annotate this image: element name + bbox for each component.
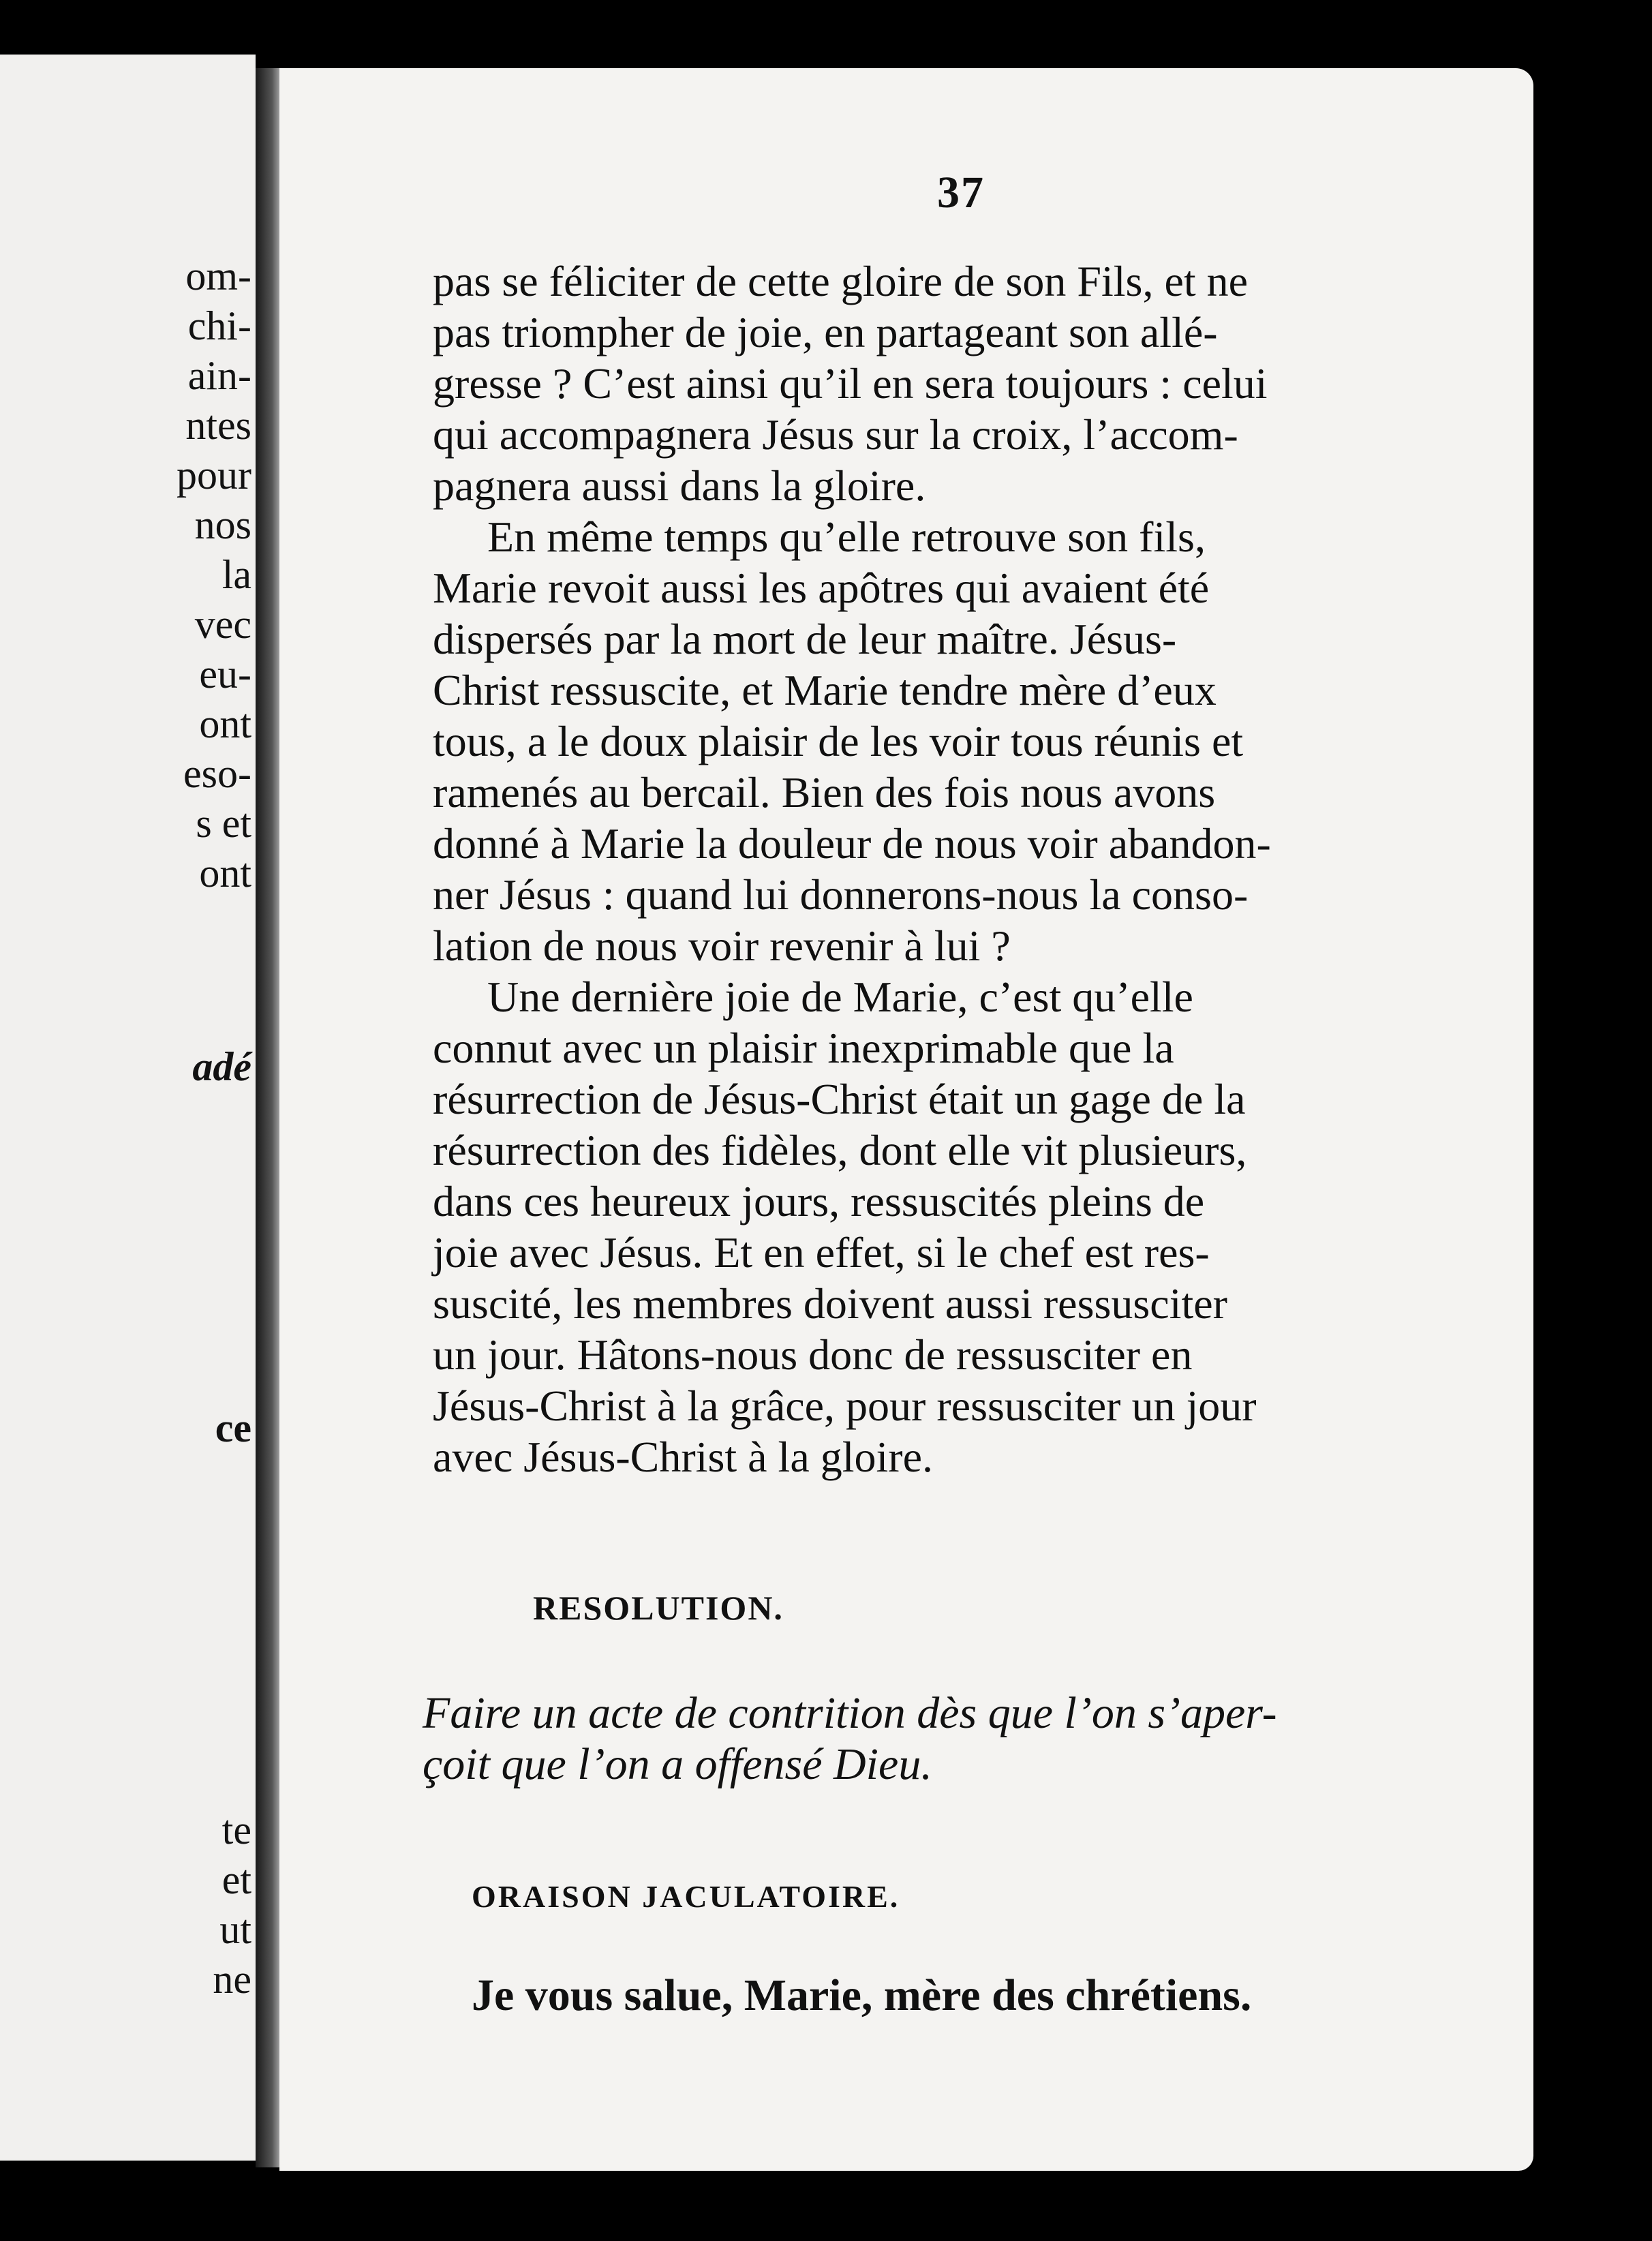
facing-page-fragment: chi- (187, 303, 251, 348)
facing-page-fragment: eso- (183, 751, 251, 796)
facing-page (0, 55, 256, 2161)
facing-page-fragment: ut (219, 1907, 251, 1952)
text-line: connut avec un plaisir inexprimable que la (433, 1024, 1174, 1072)
text-line: gresse ? C’est ainsi qu’il en sera toujours : celui (433, 359, 1268, 408)
page-37: 37 pas se féliciter de cette gloire de son Fils, et ne pas triompher de joie, en partageant son allé- gresse ? C’est ainsi qu’il en sera toujours : celui qui accompagnera Jésus sur la croix, l’accom- pagnera aussi dans la gloire. En même temps qu’elle retrouve son fils, Marie revoit aussi les apôtres qui avaient été dispersés par la mort de leur maître. Jésus- Christ ressuscite, et Marie tendre mère d’eux tous, a le doux plaisir de les voir tous réunis et ramenés au bercail. Bien des fois nous avons donné à Marie la douleur de nous voir abandon- ner Jésus : quand lui donnerons-nous la conso- lation de nous voir revenir à lui ? Une dernière joie de Marie, c’est qu’elle connut avec un plaisir inexprimable que la résurrection de Jésus-Christ était un gage de la résurrection des fidèles, dont elle vit plusieurs, dans ces heureux jours, ressuscités pleins de joie avec Jésus. Et en effet, si le chef est res- suscité, les membres doivent aussi ressusciter un jour. Hâtons-nous donc de ressusciter en Jésus-Christ à la grâce, pour ressusciter un jour avec Jésus-Christ à la gloire. RESOLUTION. Faire un acte de contrition dès que l’on s’aper- çoit que l’on a offensé Dieu. ORAISON JACULATOIRE. Je vous salue, Marie, mère des chrétiens. (279, 68, 1533, 2171)
text-line: pas se féliciter de cette gloire de son Fils, et ne (433, 257, 1249, 305)
text-line: ner Jésus : quand lui donnerons-nous la conso- (433, 870, 1249, 919)
text-line: Jésus-Christ à la grâce, pour ressusciter un jour (433, 1382, 1257, 1430)
book-gutter-shadow (256, 68, 283, 2167)
facing-page-fragment: ce (215, 1405, 251, 1450)
text-line: résurrection des fidèles, dont elle vit plusieurs, (433, 1126, 1247, 1174)
text-line: Marie revoit aussi les apôtres qui avaient été (433, 564, 1210, 612)
facing-page-fragment: vec (194, 602, 251, 647)
facing-page-fragment: ont (199, 851, 251, 896)
facing-page-fragment: ont (199, 701, 251, 746)
text-line: suscité, les membres doivent aussi ressusciter (433, 1279, 1227, 1328)
facing-page-fragment: pour (177, 453, 251, 498)
facing-page-fragment: adé (192, 1044, 251, 1089)
text-line: dispersés par la mort de leur maître. Jésus- (433, 615, 1177, 663)
resolution-line: Faire un acte de contrition dès que l’on s’aper- (423, 1688, 1277, 1738)
text-line: ramenés au bercail. Bien des fois nous avons (433, 768, 1216, 817)
text-line: Une dernière joie de Marie, c’est qu’elle (487, 973, 1193, 1021)
facing-page-fragment: ntes (185, 403, 251, 448)
text-line: un jour. Hâtons-nous donc de ressusciter en (433, 1330, 1193, 1379)
text-line: donné à Marie la douleur de nous voir abandon- (433, 819, 1271, 868)
closing-prayer: Je vous salue, Marie, mère des chrétiens. (472, 1970, 1252, 2020)
facing-page-fragment: la (221, 552, 251, 597)
text-line: lation de nous voir revenir à lui ? (433, 921, 1011, 970)
text-line: En même temps qu’elle retrouve son fils, (487, 513, 1206, 561)
text-line: avec Jésus-Christ à la gloire. (433, 1433, 933, 1481)
facing-page-fragment: ain- (187, 353, 251, 398)
facing-page-fragment: om- (185, 254, 251, 299)
facing-page-fragment: te (221, 1808, 251, 1853)
text-line: tous, a le doux plaisir de les voir tous réunis et (433, 717, 1244, 765)
text-line: pas triompher de joie, en partageant son allé- (433, 308, 1218, 356)
text-line: joie avec Jésus. Et en effet, si le chef est res- (433, 1228, 1210, 1277)
body-text (433, 256, 1533, 1482)
facing-page-fragment: ne (213, 1957, 251, 2002)
facing-page-fragment: eu- (199, 652, 251, 697)
page-number: 37 (937, 168, 985, 217)
facing-page-text-fragments (0, 55, 256, 2161)
facing-page-fragment: nos (194, 502, 251, 547)
text-line: Christ ressuscite, et Marie tendre mère d’eux (433, 666, 1217, 714)
text-line: qui accompagnera Jésus sur la croix, l’accom- (433, 410, 1238, 459)
text-line: pagnera aussi dans la gloire. (433, 461, 926, 510)
resolution-text (423, 1687, 1277, 1789)
resolution-line: çoit que l’on a offensé Dieu. (423, 1739, 932, 1789)
text-line: dans ces heureux jours, ressuscités pleins de (433, 1177, 1205, 1225)
facing-page-fragment: s et (196, 801, 251, 846)
text-line: résurrection de Jésus-Christ était un gage de la (433, 1075, 1246, 1123)
facing-page-fragment: et (221, 1857, 251, 1902)
